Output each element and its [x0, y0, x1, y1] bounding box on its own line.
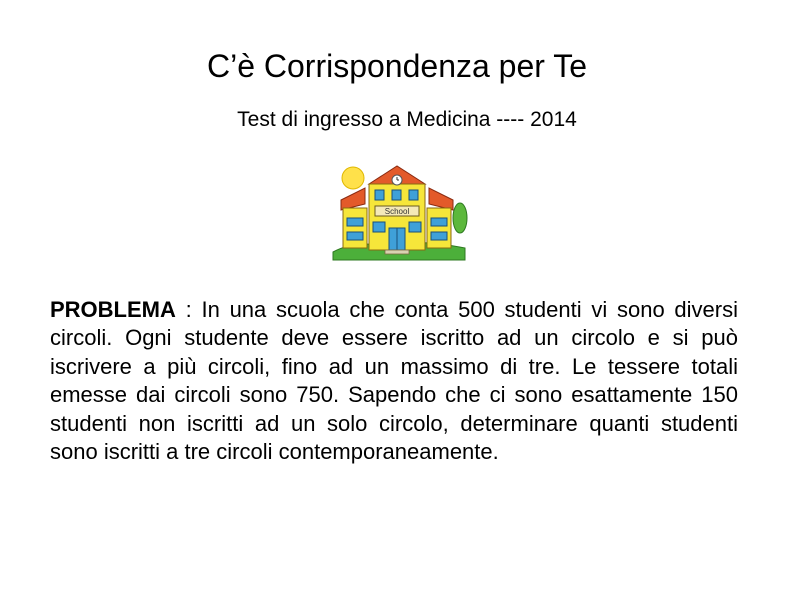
school-illustration	[325, 160, 470, 265]
problem-statement	[50, 296, 738, 466]
school-sign-text: School	[384, 207, 410, 216]
slide-title: C’è Corrispondenza per Te	[206, 48, 588, 84]
problem-label: PROBLEMA	[50, 297, 176, 322]
school-building-icon	[325, 160, 470, 265]
sun-icon	[342, 167, 364, 189]
slide-subtitle: Test di ingresso a Medicina ---- 2014	[237, 108, 577, 131]
problem-text: : In una scuola che conta 500 studenti vi sono diversi circoli. Ogni studente deve essere iscritto ad un circolo e si può iscrivere a più circoli, fino ad un massimo di tre. Le tessere totali emesse dai circoli sono 750. Sapendo che ci sono esattamente 150 studenti non iscritti ad un solo circolo, determinare quanti studenti sono iscritti a tre circoli contemporaneamente.	[50, 297, 738, 465]
